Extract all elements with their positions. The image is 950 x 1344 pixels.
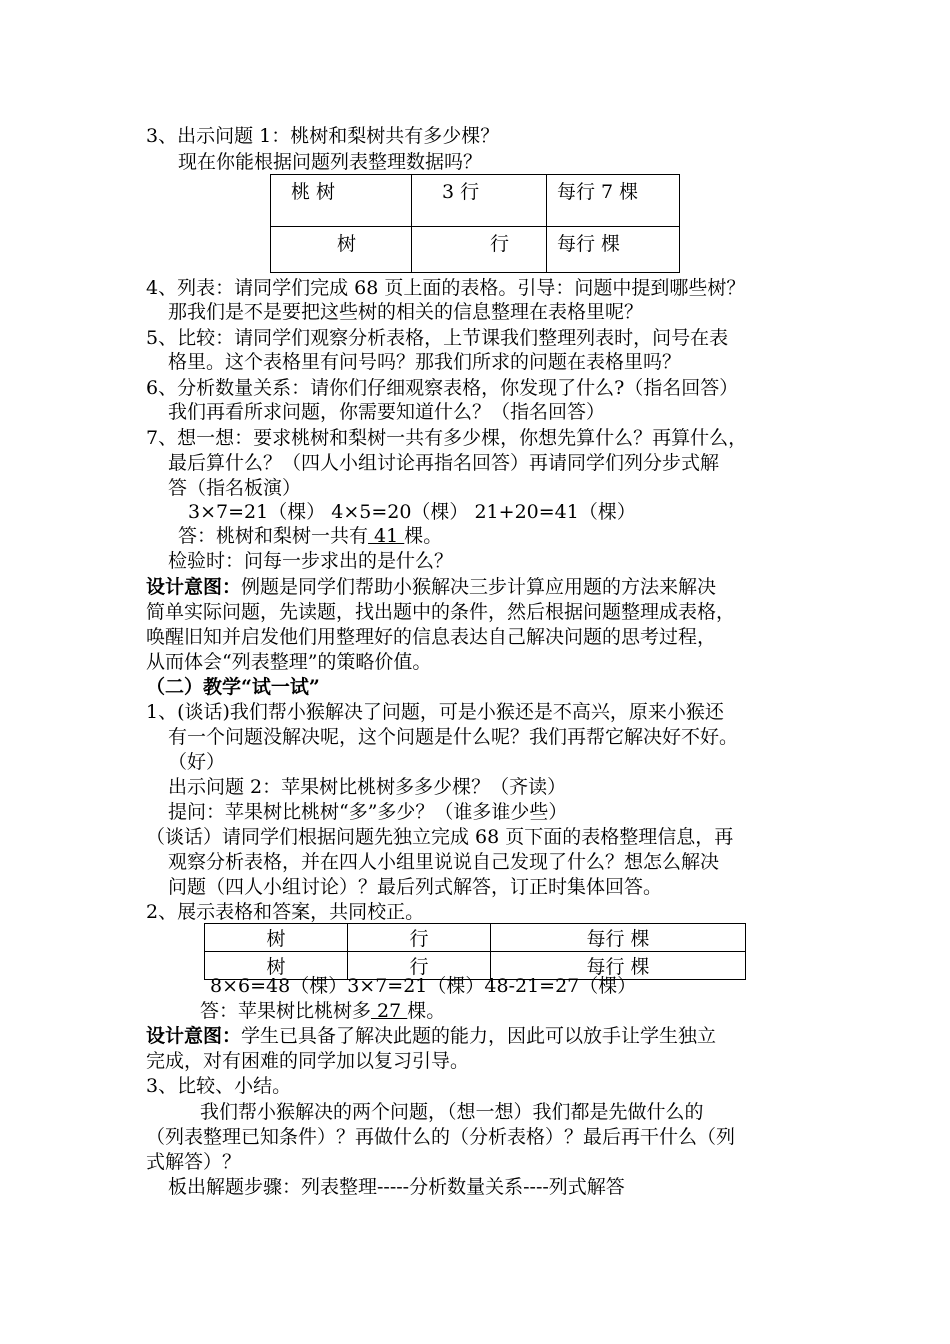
text-line: 8×6=48（棵）3×7=21（棵）48-21=27（棵） [210,975,637,997]
text-line: 5、比较：请同学们观察分析表格，上节课我们整理列表时，问号在表 [146,327,729,349]
text-line: 现在你能根据问题列表整理数据吗？ [178,151,483,173]
section-heading: （二）教学“试一试” [146,676,320,698]
table-cell: 每行 7 棵 [547,175,680,227]
table-cell: 3 行 [412,175,547,227]
table-row [271,175,680,227]
design-intent [146,1024,716,1048]
text-line: 观察分析表格，并在四人小组里说说自己发现了什么？想怎么解决 [168,851,720,873]
table-cell: 行 [348,924,491,952]
text-line: 我们帮小猴解决的两个问题，（想一想）我们都是先做什么的 [200,1101,704,1123]
text-line: 最后算什么？（四人小组讨论再指名回答）再请同学们列分步式解 [168,452,720,474]
answer-unit: 棵。 [407,1000,446,1022]
table-2 [204,923,746,980]
answer-line [200,999,445,1023]
answer-value: 27 [371,1000,408,1022]
text-line: 板出解题步骤：列表整理-----分析数量关系----列式解答 [168,1176,625,1198]
table-cell: 行 [412,227,547,273]
table-cell: 每行 棵 [491,924,746,952]
text-line: 3×7=21（棵） 4×5=20（棵） 21+20=41（棵） [188,501,636,523]
design-intent-label: 设计意图： [146,576,242,598]
answer-value: 41 [368,525,405,547]
design-intent-label: 设计意图： [146,1025,242,1047]
text-line: 简单实际问题，先读题，找出题中的条件，然后根据问题整理成表格， [146,601,736,623]
text-line: 有一个问题没解决呢，这个问题是什么呢？我们再帮它解决好不好。 [168,726,739,748]
text-line: 3、比较、小结。 [146,1075,292,1097]
table-cell: 树 [205,924,348,952]
text-line: 那我们是不是要把这些树的相关的信息整理在表格里呢？ [168,301,644,323]
text-line: （谈话）请同学们根据问题先独立完成 68 页下面的表格整理信息，再 [146,826,734,848]
text-line: 1、(谈话)我们帮小猴解决了问题，可是小猴还是不高兴，原来小猴还 [146,701,724,723]
text-line: 6、分析数量关系：请你们仔细观察表格，你发现了什么?（指名回答） [146,377,739,399]
text-line: 问题（四人小组讨论）？最后列式解答，订正时集体回答。 [168,876,663,898]
design-intent [146,575,716,599]
table-cell: 每行 棵 [491,952,746,980]
table-cell: 每行 棵 [547,227,680,273]
text-line: 检验时：问每一步求出的是什么？ [168,550,454,572]
table-cell: 树 [271,227,412,273]
design-intent-text: 学生已具备了解决此题的能力，因此可以放手让学生独立 [241,1025,717,1047]
table-row [205,924,746,952]
table-row [271,227,680,273]
text-line: 提问：苹果树比桃树“多”多少？（谁多谁少些） [168,801,568,823]
text-line: 4、列表：请同学们完成 68 页上面的表格。引导：问题中提到哪些树？ [146,277,746,299]
answer-unit: 棵。 [404,525,443,547]
table-cell: 桃 树 [271,175,412,227]
text-line: 2、展示表格和答案，共同校正。 [146,901,425,923]
text-line: 式解答）？ [146,1151,242,1173]
text-line: （好） [168,751,226,773]
text-line: 答（指名板演） [168,477,302,499]
text-line: 唤醒旧知并启发他们用整理好的信息表达自己解决问题的思考过程， [146,626,717,648]
table-cell: 树 [205,952,348,980]
answer-line [178,524,442,548]
text-line: 出示问题 2：苹果树比桃树多多少棵？（齐读） [168,776,567,798]
answer-text: 答：苹果树比桃树多 [200,1000,372,1022]
table-1 [270,174,680,273]
table-cell: 行 [348,952,491,980]
design-intent-text: 例题是同学们帮助小猴解决三步计算应用题的方法来解决 [241,576,717,598]
text-line: 从而体会“列表整理”的策略价值。 [146,651,432,673]
text-line: 3、出示问题 1：桃树和梨树共有多少棵？ [146,125,500,147]
text-line: 我们再看所求问题，你需要知道什么？（指名回答） [168,401,606,423]
text-line: 7、想一想：要求桃树和梨树一共有多少棵，你想先算什么？再算什么， [146,427,748,449]
answer-text: 答：桃树和梨树一共有 [178,525,369,547]
text-line: 完成，对有困难的同学加以复习引导。 [146,1050,470,1072]
text-line: （列表整理已知条件）？再做什么的（分析表格）？最后再干什么（列 [146,1126,736,1148]
text-line: 格里。这个表格里有问号吗？那我们所求的问题在表格里吗？ [168,351,682,373]
